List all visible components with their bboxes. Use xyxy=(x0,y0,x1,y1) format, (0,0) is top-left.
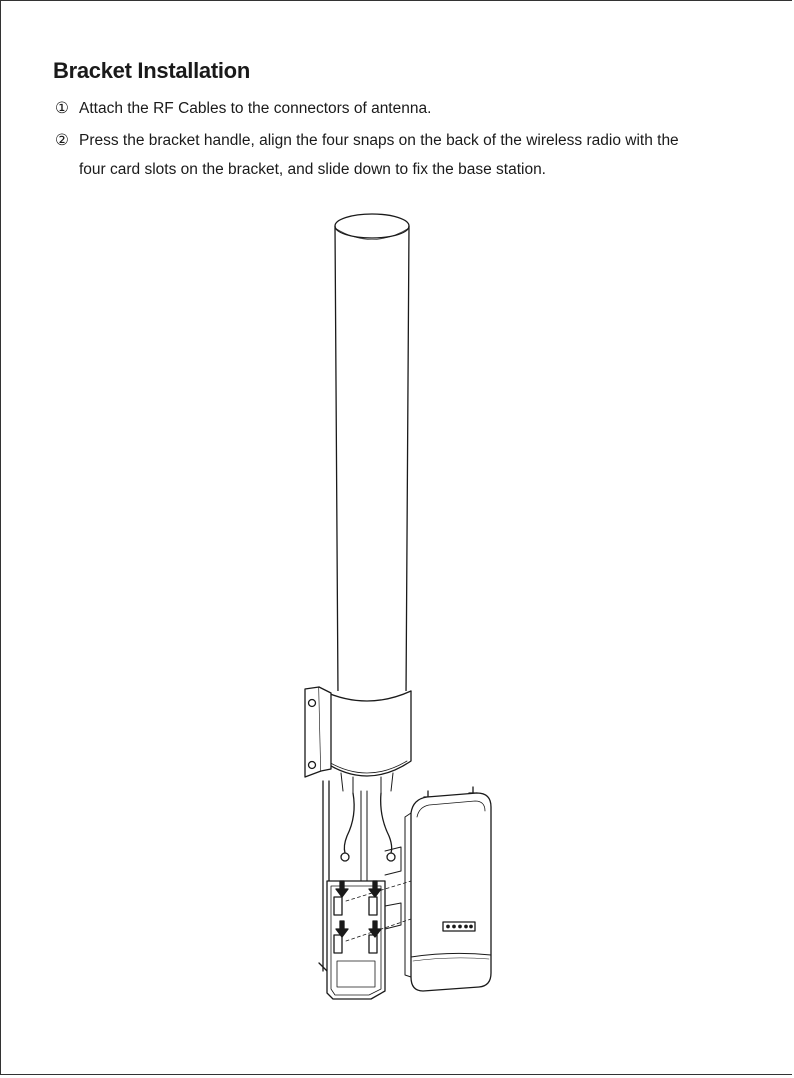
step-2-text-line2: four card slots on the bracket, and slide down to fix the base station. xyxy=(79,161,546,178)
rf-cable-icon xyxy=(341,791,395,881)
section-title: Bracket Installation xyxy=(53,58,250,83)
installation-illustration xyxy=(1,1,794,1078)
step-2-marker: ② xyxy=(55,132,69,149)
step-1-text: Attach the RF Cables to the connectors of antenna. xyxy=(79,100,432,117)
step-1-marker: ① xyxy=(55,100,69,117)
antenna-icon xyxy=(323,214,411,793)
wireless-radio-icon xyxy=(405,787,491,991)
step-2-text-line1: Press the bracket handle, align the four snaps on the back of the wireless radio with the xyxy=(79,132,679,149)
